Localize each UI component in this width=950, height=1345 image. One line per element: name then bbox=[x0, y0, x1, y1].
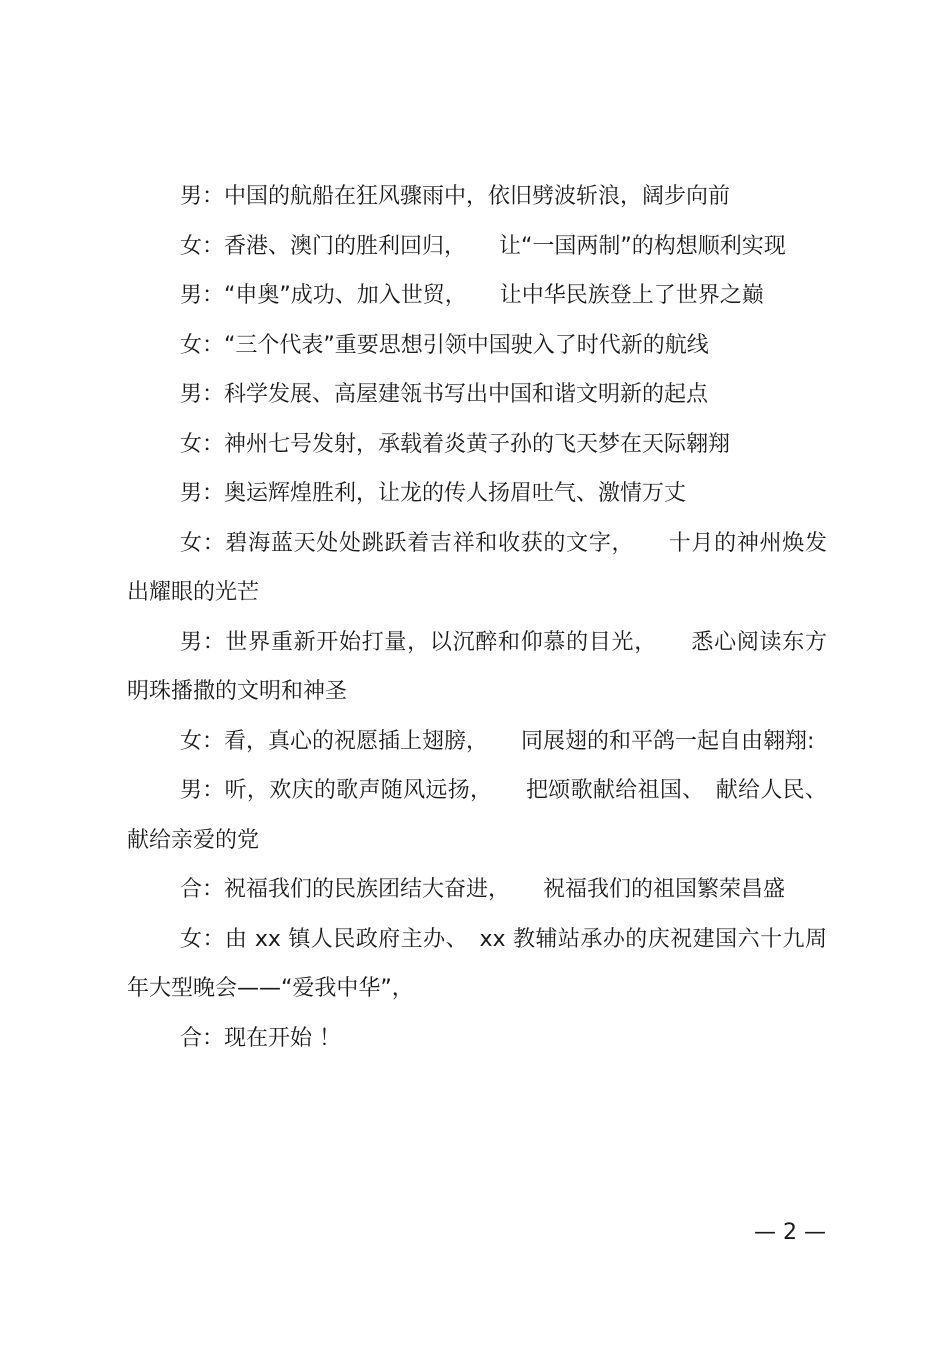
page-number: — 2 — bbox=[754, 1220, 826, 1245]
paragraph-1: 男：中国的航船在狂风骤雨中，依旧劈波斩浪，阔步向前 bbox=[180, 184, 731, 209]
paragraph-9: 男：世界重新开始打量，以沉醉和仰慕的目光， 悉心阅读东方明珠播撒的文明和神圣 bbox=[127, 629, 827, 704]
paragraph-6: 女：神州七号发射，承载着炎黄子孙的飞天梦在天际翱翔 bbox=[180, 431, 731, 457]
paragraph-11: 男：听，欢庆的歌声随风远扬， 把颂歌献给祖国、 献给人民、献给亲爱的党 bbox=[127, 778, 827, 853]
paragraph-7: 男：奥运辉煌胜利，让龙的传人扬眉吐气、激情万丈 bbox=[180, 481, 687, 506]
paragraph-4: 女：“三个代表”重要思想引领中国驶入了时代新的航线 bbox=[180, 332, 709, 358]
paragraph-13: 女：由 xx 镇人民政府主办、 xx 教辅站承办的庆祝建国六十九周年大型晚会——“爱我中华”， bbox=[127, 926, 827, 1001]
paragraph-14: 合：现在开始 ！ bbox=[180, 1025, 341, 1051]
paragraph-5: 男：科学发展、高屋建瓴书写出中国和谐文明新的起点 bbox=[180, 382, 709, 407]
paragraph-3: 男：“申奥”成功、加入世贸， 让中华民族登上了世界之巅 bbox=[180, 283, 764, 308]
paragraph-2: 女：香港、澳门的胜利回归， 让“一国两制”的构想顺利实现 bbox=[180, 233, 786, 259]
paragraph-10: 女：看，真心的祝愿插上翅膀， 同展翅的和平鸽一起自由翱翔: bbox=[180, 728, 815, 754]
paragraph-12: 合：祝福我们的民族团结大奋进， 祝福我们的祖国繁荣昌盛 bbox=[180, 877, 786, 902]
document-body bbox=[127, 172, 827, 1063]
paragraph-8: 女：碧海蓝天处处跳跃着吉祥和收获的文字， 十月的神州焕发出耀眼的光芒 bbox=[127, 530, 827, 605]
